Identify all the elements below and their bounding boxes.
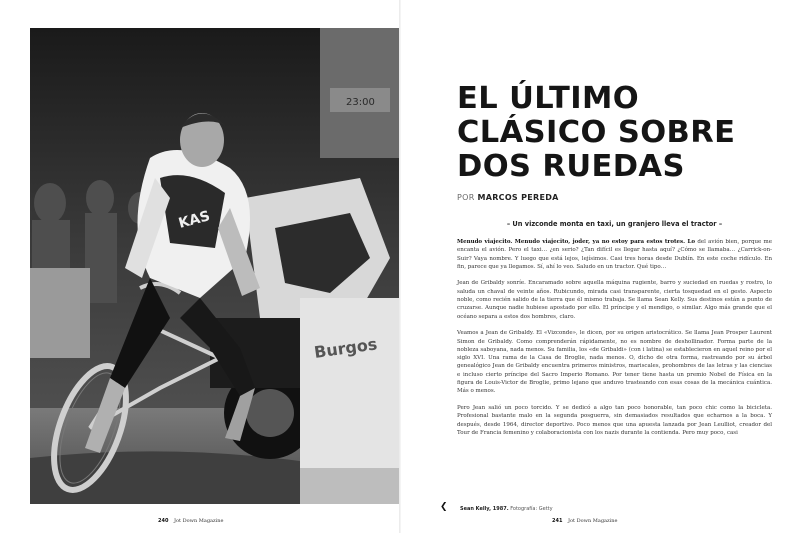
- caption-name: Sean Kelly, 1987.: [460, 506, 509, 512]
- page-number-right: 241: [552, 518, 563, 524]
- headline-line-2: CLÁSICO SOBRE: [457, 115, 736, 150]
- caption-credit: Fotografía: Getty: [510, 506, 553, 512]
- headline-line-3: DOS RUEDAS: [457, 149, 685, 184]
- byline-prefix: POR: [457, 193, 475, 202]
- caption-arrow-icon: ❮: [440, 502, 448, 512]
- jersey-text: KAS: [176, 208, 212, 232]
- photo-caption: [460, 506, 553, 512]
- article-body: [457, 238, 772, 437]
- magazine-name-right: Jot Down Magazine: [568, 518, 618, 524]
- folio-right: [552, 518, 617, 524]
- article-subtitle: – Un vizconde monta en taxi, un granjero lleva el tractor –: [506, 220, 723, 228]
- svg-text:23:00: 23:00: [346, 97, 375, 108]
- body-paragraph-4: Pero Jean salió un poco torcido. Y se dedicó a algo tan poco honorable, tan poco chic como la bicicleta. Profesional bastante malo en la segunda posguerra, sin demasiados resultados que echarnos a la boca. Y después, desde 1964, director deportivo. Poco menos que una apuesta lanzada por Jean Leulliot, creador del Tour de Francia femenino y colaboracionista con los nazis durante la contienda. Pero muy poco, casi: [457, 404, 772, 436]
- lead-sentence: Menudo viajecito. Menudo viajecito, joder, ya no estoy para estos trotes. Lo: [457, 239, 696, 245]
- body-paragraph-1-text: del avión bien, porque me encanta el avión. Pero el taxi… ¿en serio? ¿Tan difícil es llegar hasta aquí? ¿Cómo se llamaba… ¿Carrick-on-Suir? Vaya nombre. Y luego que está lejos, lejísimos. Casi tres horas desde Dublín. En este coche ridículo. En fin, parece que ya llegamos. Sí, ahí lo veo. Saludo en un tractor. Qué tipo…: [457, 239, 773, 270]
- folio-left: [158, 518, 223, 524]
- cyclist-illustration: [30, 28, 400, 504]
- page-gutter: [399, 0, 401, 533]
- body-paragraph-2: Jean de Gribaldy sonríe. Encaramado sobre aquella máquina rugiente, barro y suciedad en ruedas y rostro, lo saluda un chaval de veinte años. Rubicundo, mirada casi transparente, cierta tosquedad en el gesto. Aspecto noble, como recién salido de la tierra que él mismo trabaja. Se llama Sean Kelly. Sus destinos están a punto de cruzarse. Aunque nadie hubiese apostado por ello. El príncipe y el mendigo, o similar. Algo más grande que el océano separa a estos dos hombres, claro.: [457, 280, 772, 320]
- page-number-left: 240: [158, 518, 169, 524]
- body-paragraph-1: [457, 238, 772, 271]
- body-paragraph-3: Veamos a Jean de Gribaldy. El «Vizconde», le dicen, por su origen aristocrático. Se llama Jean Prosper Laurent Simon de Gribaldy. Como comprenderán rápidamente, no es nombre de deshollinador. Forma parte de la nobleza saboyana, nada menos. Su familia, los «de Gribaldi» (con i latina) se establecieron en aquel reino por el siglo XVI. Una rama de la Casa de Broglie, nada menos. O, dicho de otra forma, rastreando por su árbol genealógico Jean de Gribaldy encuentra primeros ministros, mariscales, prohombres de las letras y las ciencias e incluso cierto príncipe del Sacro Imperio Romano. Por tener tiene hasta un premio Nobel de Física en la figura de Louis-Victor de Broglie, primo lejano que anduvo trasteando con esas cosas de la mecánica cuántica. Más o menos.: [457, 330, 772, 395]
- headline-line-1: EL ÚLTIMO: [457, 81, 640, 116]
- photo-banner-text: Burgos: [312, 334, 379, 362]
- magazine-name-left: Jot Down Magazine: [174, 518, 224, 524]
- byline: [457, 193, 559, 202]
- byline-author: MARCOS PEREDA: [477, 193, 559, 202]
- article-headline: [457, 82, 757, 184]
- cyclist-photo: [30, 28, 400, 504]
